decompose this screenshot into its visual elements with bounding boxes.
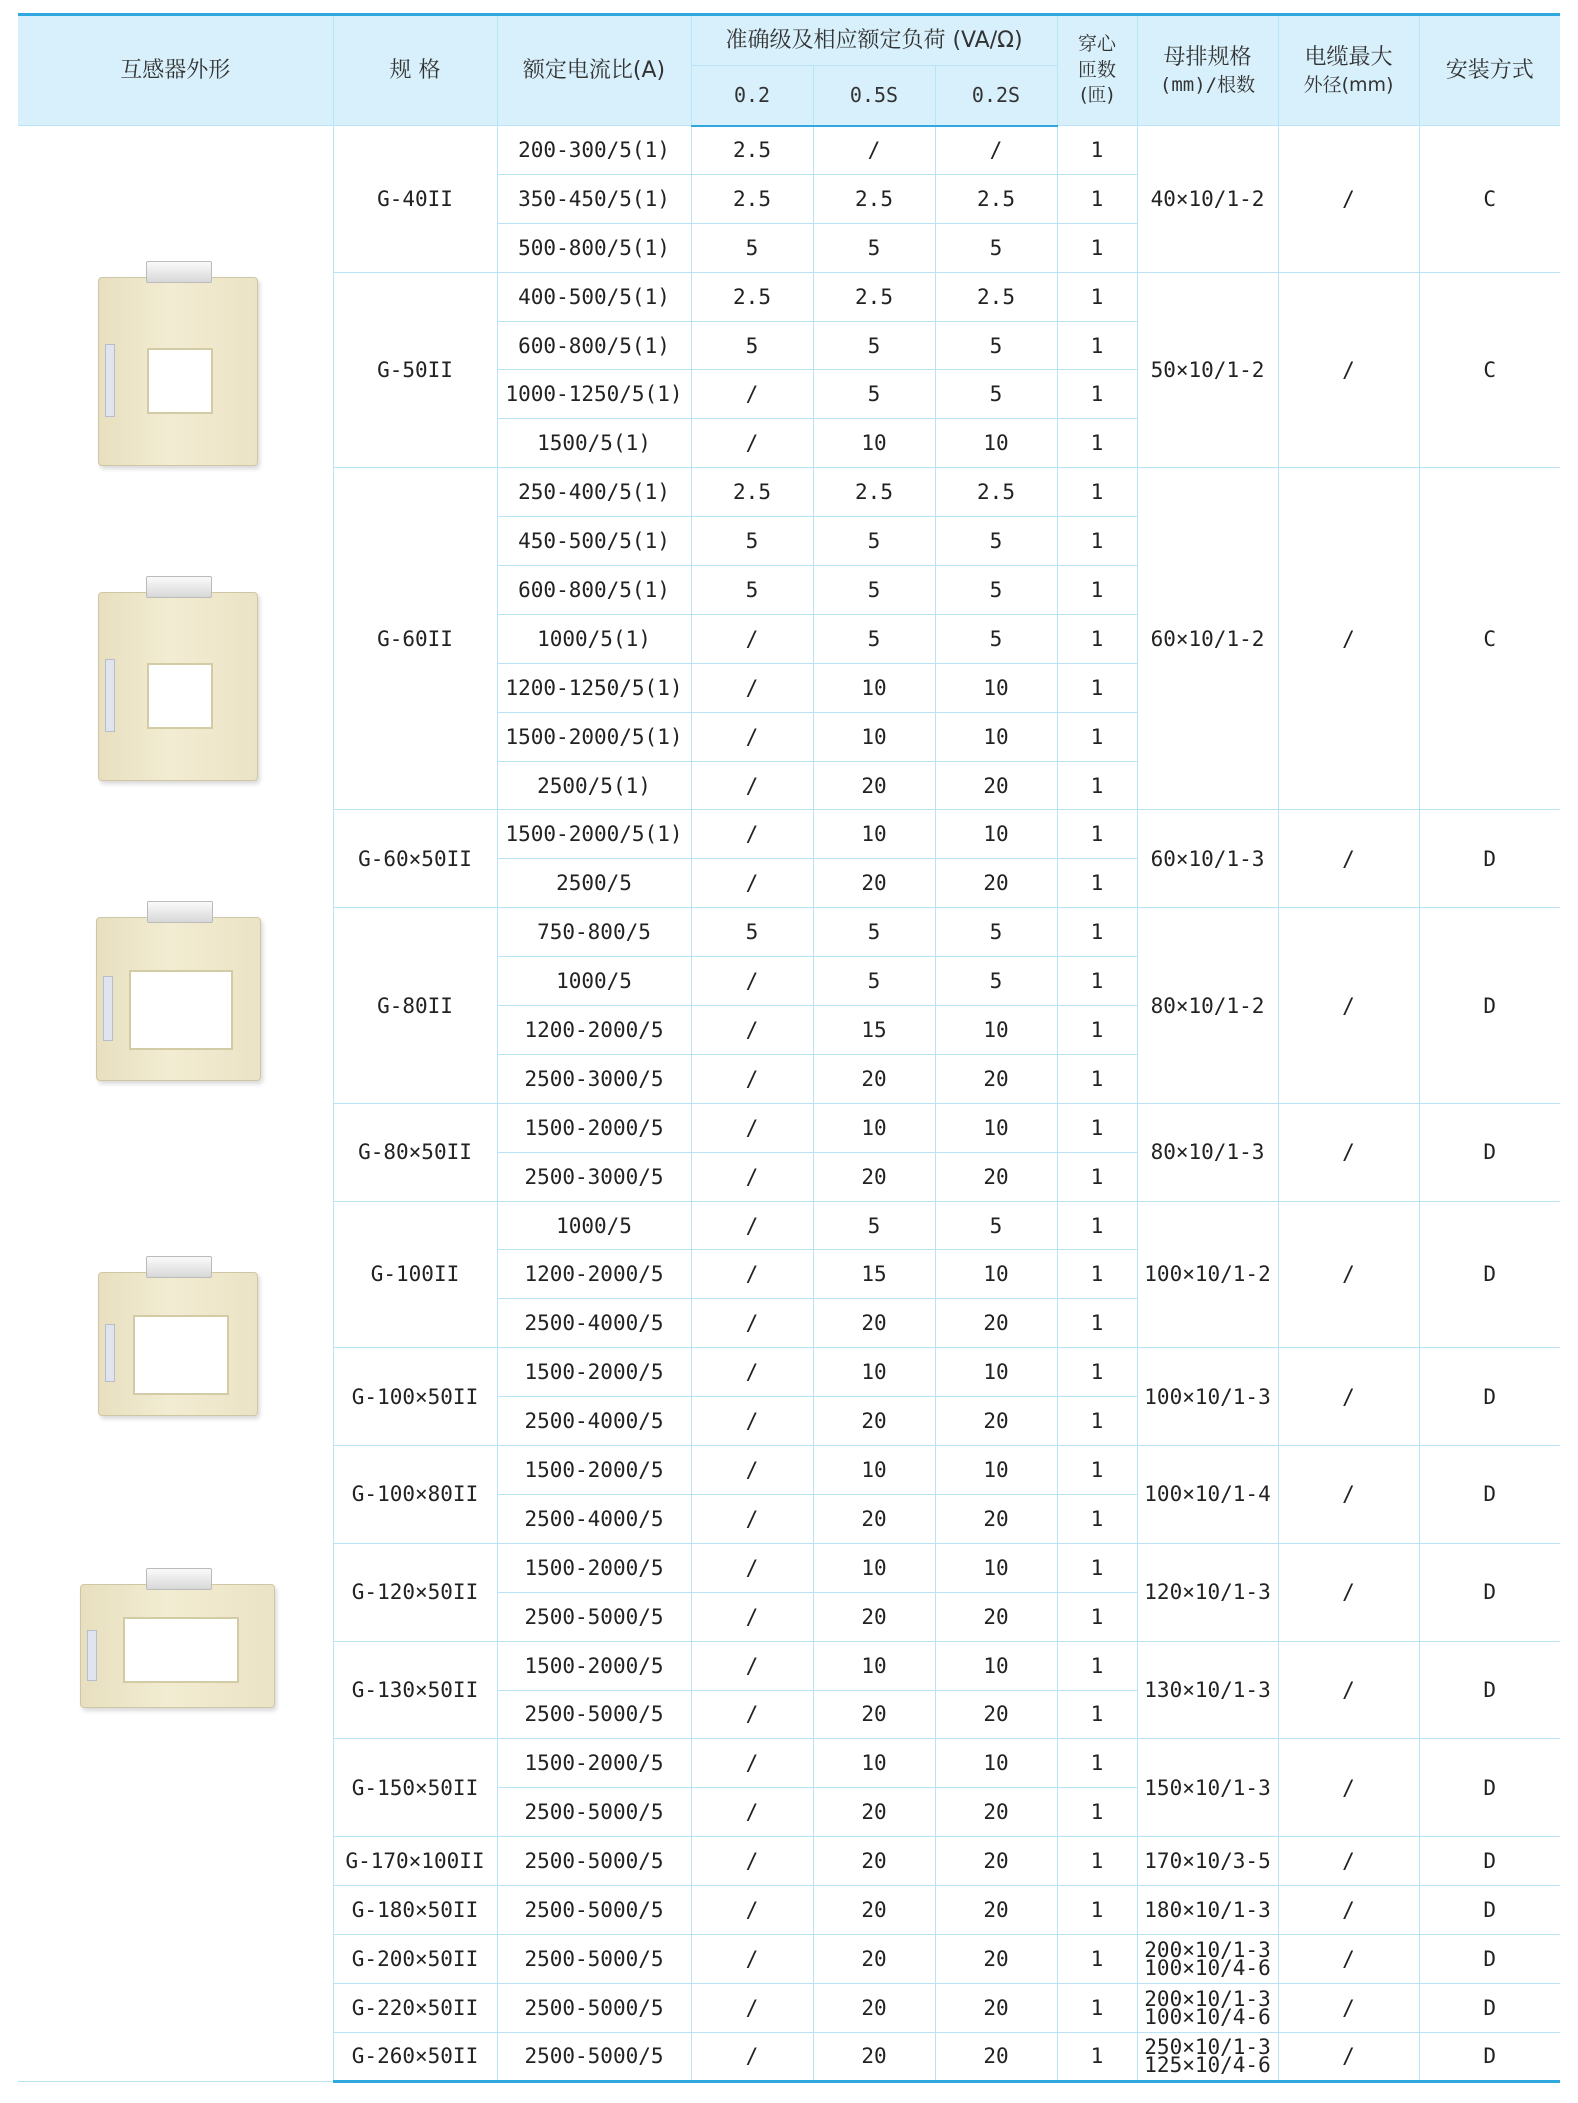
burden-0.5s-cell: 20	[813, 1690, 935, 1739]
cable-cell: /	[1278, 1103, 1419, 1201]
ratio-cell: 2500-5000/5	[497, 1592, 691, 1641]
busbar-cell: 80×10/1-2	[1137, 908, 1278, 1104]
burden-0.2s-cell: 20	[935, 2032, 1057, 2081]
burden-0.2-cell: /	[691, 1054, 813, 1103]
burden-0.2s-cell: 5	[935, 1201, 1057, 1250]
table-row	[18, 126, 1560, 175]
burden-0.5s-cell: 20	[813, 1054, 935, 1103]
model-cell: G-120×50II	[333, 1543, 497, 1641]
turns-cell: 1	[1057, 174, 1137, 223]
ratio-cell: 2500-5000/5	[497, 1886, 691, 1935]
burden-0.2s-cell: 5	[935, 566, 1057, 615]
burden-0.2s-cell: 20	[935, 1788, 1057, 1837]
burden-0.5s-cell: 20	[813, 1788, 935, 1837]
cable-cell: /	[1278, 810, 1419, 908]
turns-cell: 1	[1057, 1543, 1137, 1592]
burden-0.2-cell: /	[691, 1201, 813, 1250]
turns-cell: 1	[1057, 614, 1137, 663]
burden-0.2-cell: 5	[691, 908, 813, 957]
burden-0.2s-cell: 5	[935, 908, 1057, 957]
burden-0.5s-cell: 10	[813, 712, 935, 761]
install-cell: D	[1419, 908, 1560, 1104]
burden-0.5s-cell: 20	[813, 1837, 935, 1886]
busbar-cell	[1137, 1983, 1278, 2032]
busbar-line-2: 125×10/4-6	[1144, 2053, 1271, 2078]
busbar-line-2: 100×10/4-6	[1144, 1955, 1271, 1980]
burden-0.2s-cell: 20	[935, 1054, 1057, 1103]
turns-cell: 1	[1057, 1837, 1137, 1886]
turns-cell: 1	[1057, 468, 1137, 517]
ratio-cell: 2500-5000/5	[497, 1788, 691, 1837]
header-acc-0.2: 0.2	[691, 66, 813, 126]
burden-0.2-cell: /	[691, 1543, 813, 1592]
ratio-cell: 250-400/5(1)	[497, 468, 691, 517]
install-cell: D	[1419, 1886, 1560, 1935]
ratio-cell: 500-800/5(1)	[497, 223, 691, 272]
burden-0.2-cell: /	[691, 859, 813, 908]
burden-0.2s-cell: 20	[935, 859, 1057, 908]
burden-0.2s-cell: 20	[935, 1886, 1057, 1935]
turns-cell: 1	[1057, 1250, 1137, 1299]
cable-cell: /	[1278, 1641, 1419, 1739]
burden-0.2s-cell: 10	[935, 1006, 1057, 1055]
cable-cell: /	[1278, 272, 1419, 468]
busbar-cell: 170×10/3-5	[1137, 1837, 1278, 1886]
ratio-cell: 1200-2000/5	[497, 1006, 691, 1055]
burden-0.5s-cell: 10	[813, 810, 935, 859]
busbar-cell: 150×10/1-3	[1137, 1739, 1278, 1837]
ratio-cell: 1500-2000/5	[497, 1543, 691, 1592]
busbar-cell: 60×10/1-2	[1137, 468, 1278, 810]
busbar-line-1: 250×10/1-3	[1144, 2035, 1271, 2060]
burden-0.5s-cell: 20	[813, 859, 935, 908]
turns-cell: 1	[1057, 1006, 1137, 1055]
cable-cell: /	[1278, 126, 1419, 273]
burden-0.2-cell: /	[691, 1934, 813, 1983]
burden-0.5s-cell: 10	[813, 663, 935, 712]
turns-cell: 1	[1057, 321, 1137, 370]
ratio-cell: 1500-2000/5	[497, 1348, 691, 1397]
header-ratio: 额定电流比(A)	[497, 15, 691, 126]
burden-0.5s-cell: 20	[813, 2032, 935, 2081]
ratio-cell: 1500-2000/5	[497, 1641, 691, 1690]
burden-0.2-cell: 2.5	[691, 272, 813, 321]
model-cell: G-180×50II	[333, 1886, 497, 1935]
ratio-cell: 1500-2000/5	[497, 1739, 691, 1788]
header-acc-0.5s: 0.5S	[813, 66, 935, 126]
model-cell: G-170×100II	[333, 1837, 497, 1886]
model-cell: G-60II	[333, 468, 497, 810]
ratio-cell: 750-800/5	[497, 908, 691, 957]
ratio-cell: 2500-5000/5	[497, 1934, 691, 1983]
turns-cell: 1	[1057, 1788, 1137, 1837]
ct-image-40	[98, 261, 258, 466]
ratio-cell: 2500-5000/5	[497, 1837, 691, 1886]
ratio-cell: 1000/5	[497, 957, 691, 1006]
burden-0.2-cell: /	[691, 419, 813, 468]
cable-cell: /	[1278, 2032, 1419, 2081]
cable-cell: /	[1278, 1983, 1419, 2032]
model-cell: G-100II	[333, 1201, 497, 1348]
burden-0.5s-cell: 20	[813, 1397, 935, 1446]
ratio-cell: 2500/5	[497, 859, 691, 908]
turns-cell: 1	[1057, 1886, 1137, 1935]
header-cable: 电缆最大 外径(mm)	[1278, 15, 1419, 126]
ratio-cell: 1000-1250/5(1)	[497, 370, 691, 419]
burden-0.2-cell: /	[691, 957, 813, 1006]
ct-image-60	[98, 576, 258, 781]
burden-0.5s-cell: 5	[813, 908, 935, 957]
install-cell: D	[1419, 1934, 1560, 1983]
turns-cell: 1	[1057, 1983, 1137, 2032]
burden-0.2s-cell: 10	[935, 1348, 1057, 1397]
install-cell: D	[1419, 1103, 1560, 1201]
ratio-cell: 1000/5	[497, 1201, 691, 1250]
burden-0.2-cell: /	[691, 1886, 813, 1935]
burden-0.2s-cell: 20	[935, 1837, 1057, 1886]
cable-cell: /	[1278, 908, 1419, 1104]
header-install: 安装方式	[1419, 15, 1560, 126]
burden-0.2-cell: /	[691, 663, 813, 712]
model-cell: G-50II	[333, 272, 497, 468]
burden-0.2s-cell: 5	[935, 957, 1057, 1006]
burden-0.2-cell: /	[691, 1690, 813, 1739]
burden-0.2s-cell: 5	[935, 517, 1057, 566]
busbar-cell: 50×10/1-2	[1137, 272, 1278, 468]
ratio-cell: 350-450/5(1)	[497, 174, 691, 223]
install-cell: D	[1419, 1348, 1560, 1446]
burden-0.5s-cell: 10	[813, 1641, 935, 1690]
turns-cell: 1	[1057, 957, 1137, 1006]
burden-0.5s-cell: 5	[813, 223, 935, 272]
burden-0.5s-cell: 10	[813, 1543, 935, 1592]
burden-0.2-cell: 5	[691, 223, 813, 272]
burden-0.5s-cell: 20	[813, 761, 935, 810]
burden-0.5s-cell: 10	[813, 1739, 935, 1788]
burden-0.2s-cell: 10	[935, 663, 1057, 712]
burden-0.5s-cell: 5	[813, 370, 935, 419]
burden-0.2-cell: /	[691, 614, 813, 663]
install-cell: C	[1419, 126, 1560, 273]
burden-0.2s-cell: 10	[935, 1739, 1057, 1788]
busbar-cell	[1137, 1934, 1278, 1983]
ratio-cell: 1500-2000/5	[497, 1446, 691, 1495]
busbar-cell: 60×10/1-3	[1137, 810, 1278, 908]
burden-0.2s-cell: 20	[935, 1690, 1057, 1739]
product-images	[18, 126, 333, 2082]
burden-0.5s-cell: 2.5	[813, 468, 935, 517]
turns-cell: 1	[1057, 1592, 1137, 1641]
burden-0.2s-cell: 10	[935, 712, 1057, 761]
ct-image-100x50	[98, 1256, 258, 1416]
turns-cell: 1	[1057, 126, 1137, 175]
burden-0.2s-cell: 2.5	[935, 272, 1057, 321]
burden-0.5s-cell: 10	[813, 1446, 935, 1495]
cable-cell: /	[1278, 1348, 1419, 1446]
header-spec: 规 格	[333, 15, 497, 126]
burden-0.5s-cell: /	[813, 126, 935, 175]
burden-0.5s-cell: 20	[813, 1152, 935, 1201]
turns-cell: 1	[1057, 1103, 1137, 1152]
header-acc-0.2s: 0.2S	[935, 66, 1057, 126]
burden-0.2s-cell: 20	[935, 1934, 1057, 1983]
burden-0.2s-cell: 5	[935, 321, 1057, 370]
install-cell: D	[1419, 1983, 1560, 2032]
turns-cell: 1	[1057, 761, 1137, 810]
burden-0.2-cell: /	[691, 1152, 813, 1201]
cable-cell: /	[1278, 1886, 1419, 1935]
model-cell: G-220×50II	[333, 1983, 497, 2032]
turns-cell: 1	[1057, 223, 1137, 272]
ratio-cell: 2500-3000/5	[497, 1054, 691, 1103]
turns-cell: 1	[1057, 1152, 1137, 1201]
spec-table	[18, 13, 1560, 2083]
cable-cell: /	[1278, 1934, 1419, 1983]
busbar-cell: 80×10/1-3	[1137, 1103, 1278, 1201]
burden-0.2s-cell: 20	[935, 1152, 1057, 1201]
ratio-cell: 450-500/5(1)	[497, 517, 691, 566]
burden-0.5s-cell: 5	[813, 1201, 935, 1250]
burden-0.2-cell: /	[691, 1299, 813, 1348]
busbar-cell: 180×10/1-3	[1137, 1886, 1278, 1935]
burden-0.2s-cell: 10	[935, 1446, 1057, 1495]
ratio-cell: 600-800/5(1)	[497, 321, 691, 370]
turns-cell: 1	[1057, 859, 1137, 908]
cable-cell: /	[1278, 1739, 1419, 1837]
burden-0.5s-cell: 10	[813, 1103, 935, 1152]
burden-0.2s-cell: 5	[935, 370, 1057, 419]
busbar-line-2: 100×10/4-6	[1144, 2004, 1271, 2029]
header-accuracy: 准确级及相应额定负荷 (VA/Ω)	[691, 15, 1057, 66]
ratio-cell: 2500-5000/5	[497, 1690, 691, 1739]
install-cell: D	[1419, 1641, 1560, 1739]
burden-0.2-cell: /	[691, 2032, 813, 2081]
burden-0.2-cell: /	[691, 1103, 813, 1152]
burden-0.2s-cell: 20	[935, 1397, 1057, 1446]
turns-cell: 1	[1057, 1739, 1137, 1788]
ratio-cell: 200-300/5(1)	[497, 126, 691, 175]
burden-0.2-cell: /	[691, 1788, 813, 1837]
burden-0.5s-cell: 10	[813, 1348, 935, 1397]
model-cell: G-40II	[333, 126, 497, 273]
burden-0.5s-cell: 15	[813, 1006, 935, 1055]
install-cell: D	[1419, 1837, 1560, 1886]
burden-0.2-cell: /	[691, 1592, 813, 1641]
cable-cell: /	[1278, 1201, 1419, 1348]
burden-0.2-cell: /	[691, 1006, 813, 1055]
busbar-line-1: 200×10/1-3	[1144, 1986, 1271, 2011]
header-busbar: 母排规格 (mm)/根数	[1137, 15, 1278, 126]
install-cell: D	[1419, 1543, 1560, 1641]
ratio-cell: 1000/5(1)	[497, 614, 691, 663]
burden-0.2s-cell: 10	[935, 1250, 1057, 1299]
model-cell: G-80II	[333, 908, 497, 1104]
turns-cell: 1	[1057, 419, 1137, 468]
ratio-cell: 600-800/5(1)	[497, 566, 691, 615]
burden-0.2s-cell: 2.5	[935, 174, 1057, 223]
turns-cell: 1	[1057, 1201, 1137, 1250]
busbar-cell: 100×10/1-2	[1137, 1201, 1278, 1348]
turns-cell: 1	[1057, 566, 1137, 615]
turns-cell: 1	[1057, 908, 1137, 957]
busbar-cell: 100×10/1-3	[1137, 1348, 1278, 1446]
install-cell: C	[1419, 272, 1560, 468]
ratio-cell: 1200-1250/5(1)	[497, 663, 691, 712]
ratio-cell: 2500-4000/5	[497, 1494, 691, 1543]
burden-0.5s-cell: 5	[813, 957, 935, 1006]
burden-0.2-cell: /	[691, 1983, 813, 2032]
ratio-cell: 2500/5(1)	[497, 761, 691, 810]
burden-0.2-cell: 5	[691, 517, 813, 566]
burden-0.5s-cell: 20	[813, 1886, 935, 1935]
burden-0.2s-cell: /	[935, 126, 1057, 175]
install-cell: D	[1419, 2032, 1560, 2081]
ratio-cell: 400-500/5(1)	[497, 272, 691, 321]
model-cell: G-200×50II	[333, 1934, 497, 1983]
burden-0.2-cell: 2.5	[691, 126, 813, 175]
ratio-cell: 1500-2000/5(1)	[497, 810, 691, 859]
burden-0.2-cell: 5	[691, 321, 813, 370]
table-body	[18, 126, 1560, 2082]
burden-0.5s-cell: 15	[813, 1250, 935, 1299]
turns-cell: 1	[1057, 2032, 1137, 2081]
model-cell: G-100×80II	[333, 1446, 497, 1544]
ratio-cell: 1500/5(1)	[497, 419, 691, 468]
model-cell: G-150×50II	[333, 1739, 497, 1837]
busbar-cell: 130×10/1-3	[1137, 1641, 1278, 1739]
burden-0.2s-cell: 10	[935, 419, 1057, 468]
model-cell: G-60×50II	[333, 810, 497, 908]
burden-0.5s-cell: 2.5	[813, 174, 935, 223]
burden-0.2s-cell: 10	[935, 1103, 1057, 1152]
burden-0.5s-cell: 20	[813, 1494, 935, 1543]
burden-0.2-cell: /	[691, 712, 813, 761]
burden-0.2s-cell: 5	[935, 614, 1057, 663]
cable-cell: /	[1278, 1543, 1419, 1641]
ratio-cell: 2500-4000/5	[497, 1299, 691, 1348]
ratio-cell: 2500-5000/5	[497, 2032, 691, 2081]
burden-0.5s-cell: 2.5	[813, 272, 935, 321]
burden-0.2s-cell: 5	[935, 223, 1057, 272]
install-cell: D	[1419, 1201, 1560, 1348]
ratio-cell: 2500-3000/5	[497, 1152, 691, 1201]
burden-0.2s-cell: 10	[935, 810, 1057, 859]
ratio-cell: 2500-5000/5	[497, 1983, 691, 2032]
burden-0.2-cell: /	[691, 1837, 813, 1886]
burden-0.5s-cell: 5	[813, 566, 935, 615]
burden-0.2-cell: /	[691, 1250, 813, 1299]
install-cell: C	[1419, 468, 1560, 810]
burden-0.2-cell: 5	[691, 566, 813, 615]
turns-cell: 1	[1057, 272, 1137, 321]
burden-0.5s-cell: 5	[813, 614, 935, 663]
burden-0.5s-cell: 20	[813, 1299, 935, 1348]
busbar-line-1: 200×10/1-3	[1144, 1937, 1271, 1962]
install-cell: D	[1419, 1446, 1560, 1544]
ct-image-large	[80, 1568, 275, 1708]
model-cell: G-260×50II	[333, 2032, 497, 2081]
busbar-cell: 100×10/1-4	[1137, 1446, 1278, 1544]
header-turns: 穿心 匝数 (匝)	[1057, 15, 1137, 126]
burden-0.5s-cell: 5	[813, 321, 935, 370]
burden-0.2s-cell: 10	[935, 1543, 1057, 1592]
turns-cell: 1	[1057, 1397, 1137, 1446]
burden-0.5s-cell: 20	[813, 1983, 935, 2032]
burden-0.2s-cell: 20	[935, 761, 1057, 810]
model-cell: G-80×50II	[333, 1103, 497, 1201]
burden-0.5s-cell: 20	[813, 1592, 935, 1641]
install-cell: D	[1419, 810, 1560, 908]
turns-cell: 1	[1057, 1641, 1137, 1690]
cable-cell: /	[1278, 1837, 1419, 1886]
turns-cell: 1	[1057, 1690, 1137, 1739]
burden-0.2-cell: /	[691, 761, 813, 810]
burden-0.2-cell: /	[691, 1348, 813, 1397]
burden-0.2s-cell: 10	[935, 1641, 1057, 1690]
model-cell: G-130×50II	[333, 1641, 497, 1739]
burden-0.2-cell: /	[691, 810, 813, 859]
ratio-cell: 2500-4000/5	[497, 1397, 691, 1446]
turns-cell: 1	[1057, 1494, 1137, 1543]
turns-cell: 1	[1057, 1934, 1137, 1983]
cable-cell: /	[1278, 468, 1419, 810]
burden-0.2s-cell: 20	[935, 1592, 1057, 1641]
burden-0.5s-cell: 5	[813, 517, 935, 566]
turns-cell: 1	[1057, 370, 1137, 419]
model-cell: G-100×50II	[333, 1348, 497, 1446]
burden-0.2-cell: /	[691, 1494, 813, 1543]
turns-cell: 1	[1057, 1299, 1137, 1348]
header-shape: 互感器外形	[18, 15, 333, 126]
burden-0.2-cell: 2.5	[691, 174, 813, 223]
burden-0.2s-cell: 20	[935, 1299, 1057, 1348]
burden-0.2-cell: /	[691, 1739, 813, 1788]
busbar-cell: 120×10/1-3	[1137, 1543, 1278, 1641]
ratio-cell: 1200-2000/5	[497, 1250, 691, 1299]
burden-0.2s-cell: 20	[935, 1983, 1057, 2032]
busbar-cell: 40×10/1-2	[1137, 126, 1278, 273]
burden-0.2s-cell: 20	[935, 1494, 1057, 1543]
turns-cell: 1	[1057, 663, 1137, 712]
burden-0.2-cell: /	[691, 1641, 813, 1690]
ct-image-80	[96, 901, 261, 1081]
turns-cell: 1	[1057, 517, 1137, 566]
turns-cell: 1	[1057, 712, 1137, 761]
burden-0.2-cell: /	[691, 1397, 813, 1446]
cable-cell: /	[1278, 1446, 1419, 1544]
burden-0.5s-cell: 10	[813, 419, 935, 468]
ratio-cell: 1500-2000/5	[497, 1103, 691, 1152]
ratio-cell: 1500-2000/5(1)	[497, 712, 691, 761]
install-cell: D	[1419, 1739, 1560, 1837]
turns-cell: 1	[1057, 1054, 1137, 1103]
burden-0.2-cell: /	[691, 1446, 813, 1495]
burden-0.2-cell: /	[691, 370, 813, 419]
turns-cell: 1	[1057, 810, 1137, 859]
burden-0.5s-cell: 20	[813, 1934, 935, 1983]
burden-0.2s-cell: 2.5	[935, 468, 1057, 517]
burden-0.2-cell: 2.5	[691, 468, 813, 517]
turns-cell: 1	[1057, 1446, 1137, 1495]
busbar-cell	[1137, 2032, 1278, 2081]
turns-cell: 1	[1057, 1348, 1137, 1397]
